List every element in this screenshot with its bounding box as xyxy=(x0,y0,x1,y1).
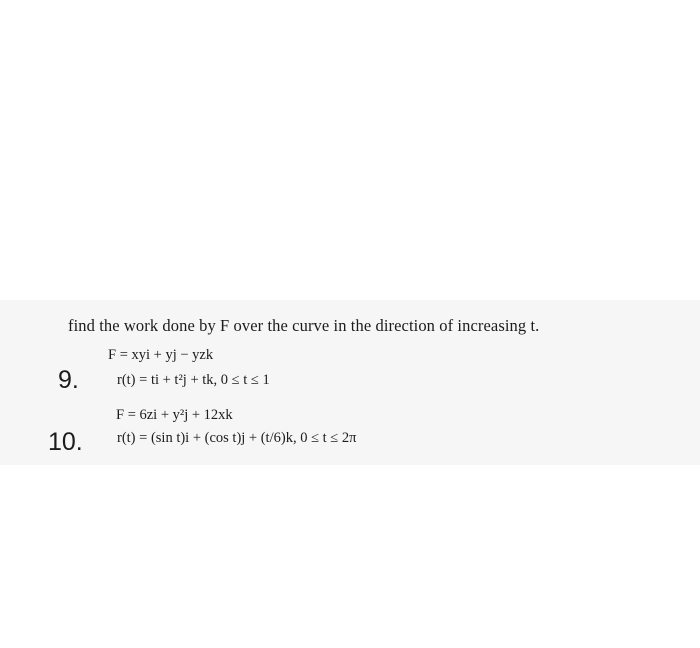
problem-9-curve: r(t) = ti + t²j + tk, 0 ≤ t ≤ 1 xyxy=(117,372,270,388)
problem-10-force-field: F = 6zi + y²j + 12xk xyxy=(116,407,233,423)
problem-10-curve: r(t) = (sin t)i + (cos t)j + (t/6)k, 0 ≤ t ≤ 2π xyxy=(117,430,357,446)
problem-9-number: 9. xyxy=(58,366,79,394)
problem-10-number: 10. xyxy=(48,428,83,456)
problem-9-force-field: F = xyi + yj − yzk xyxy=(108,347,214,363)
instruction-text: find the work done by F over the curve in the direction of increasing t. xyxy=(68,316,540,335)
